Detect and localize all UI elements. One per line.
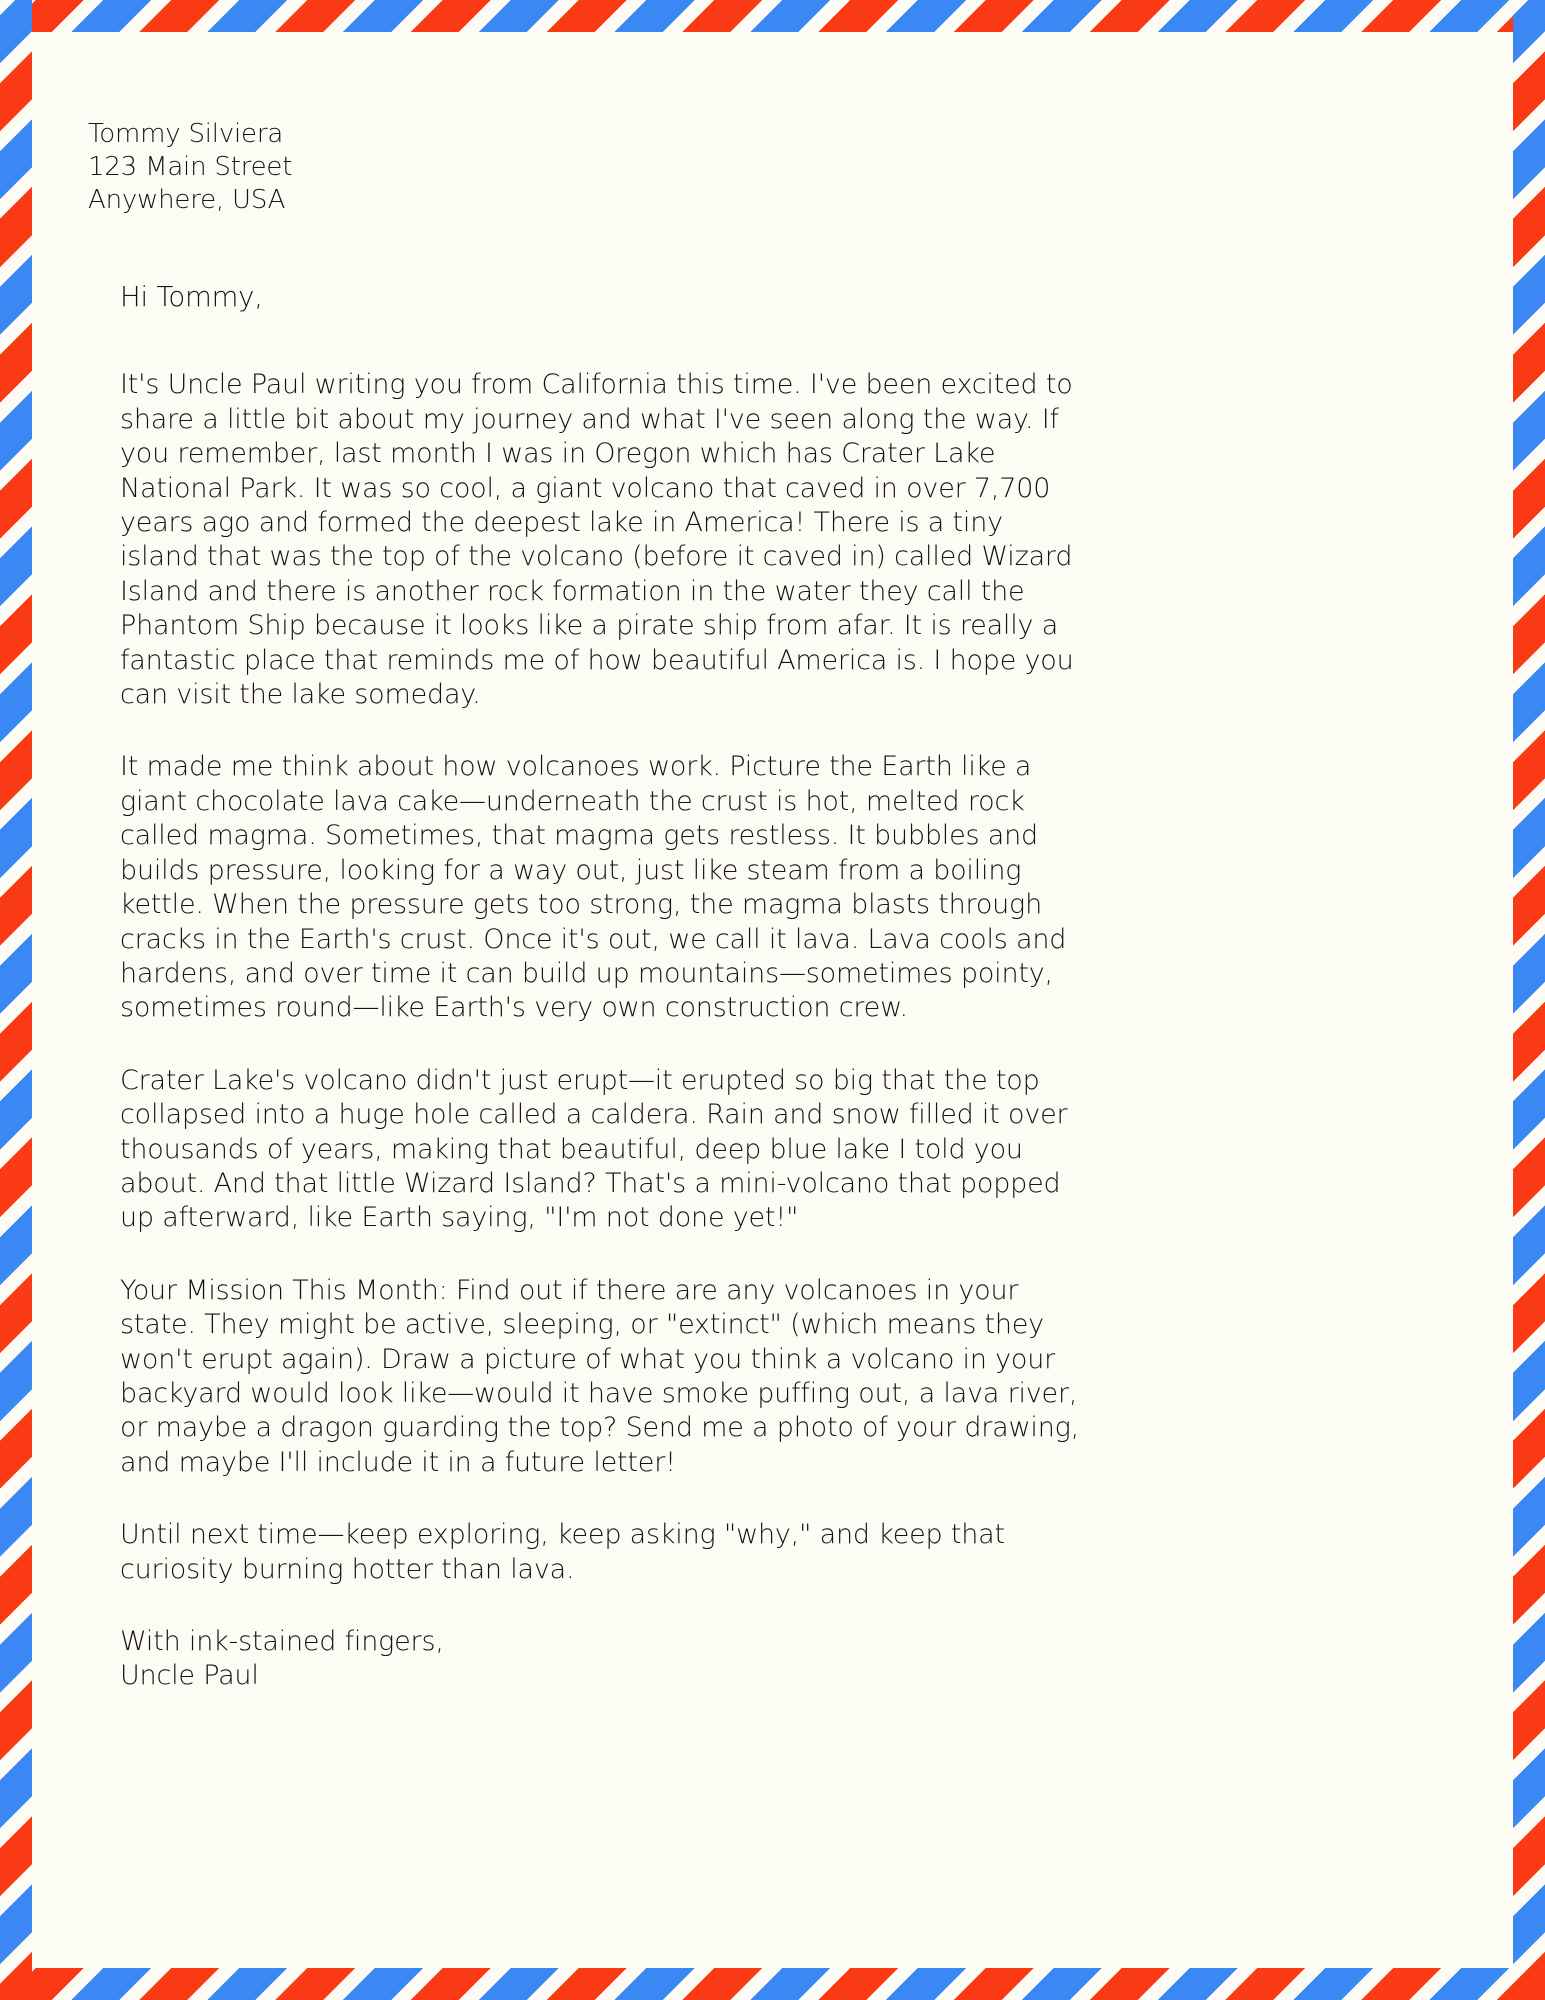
return-address-city-state: Anywhere, USA — [88, 185, 286, 215]
letter-paragraph-5: Until next time—keep exploring, keep asking "why," and keep that curiosity burning hotter than lava. — [120, 1519, 1005, 1585]
return-address-block — [88, 118, 292, 217]
letter-body — [88, 280, 1088, 1694]
letter-signoff — [120, 1625, 1088, 1694]
letter-paragraph-2: It made me think about how volcanoes work. Picture the Earth like a giant chocolate lava cake—underneath the crust is hot, melted rock called magma. Sometimes, that magma gets restless. It bubbles and builds pressure, looking for a way out, just like steam from a boiling kettle. When the pressure gets too strong, the magma blasts through cracks in the Earth's crust. Once it's out, we call it lava. Lava cools and hardens, and over time it can build up mountains—sometimes pointy, sometimes round—like Earth's very own construction crew. — [120, 751, 1067, 1024]
letter-closing: With ink-stained fingers, — [120, 1626, 444, 1657]
letter-paragraph-4: Your Mission This Month: Find out if there are any volcanoes in your state. They might be active, sleeping, or "extinct" (which means they won't erupt again). Draw a picture of what you think a volcano in your backyard would look like—would it have smoke puffing out, a lava river, or maybe a dragon guarding the top? Send me a photo of your drawing, and maybe I'll include it in a future letter! — [120, 1274, 1079, 1478]
return-address-street: 123 Main Street — [88, 152, 293, 182]
letter-salutation: Hi Tommy, — [120, 281, 263, 313]
letter-paragraph-3: Crater Lake's volcano didn't just erupt—it erupted so big that the top collapsed into a huge hole called a caldera. Rain and snow filled it over thousands of years, making that beautiful, deep blue lake I told you about. And that little Wizard Island? That's a mini-volcano that popped up afterward, like Earth saying, "I'm not done yet!" — [120, 1064, 1068, 1234]
letter-signature: Uncle Paul — [120, 1660, 259, 1692]
return-address-name: Tommy Silviera — [88, 119, 284, 149]
letter-paragraph-1: It's Uncle Paul writing you from California this time. I've been excited to share a little bit about my journey and what I've seen along the way. If you remember, last month I was in Oregon which has Crater Lake National Park. It was so cool, a giant volcano that caved in over 7,700 years ago and formed the deepest lake in America! There is a tiny island that was the top of the volcano (before it caved in) called Wizard Island and there is another rock formation in the water they call the Phantom Ship because it looks like a pirate ship from afar. It is really a fantastic place that reminds me of how beautiful America is. I hope you can visit the lake someday. — [120, 369, 1074, 711]
